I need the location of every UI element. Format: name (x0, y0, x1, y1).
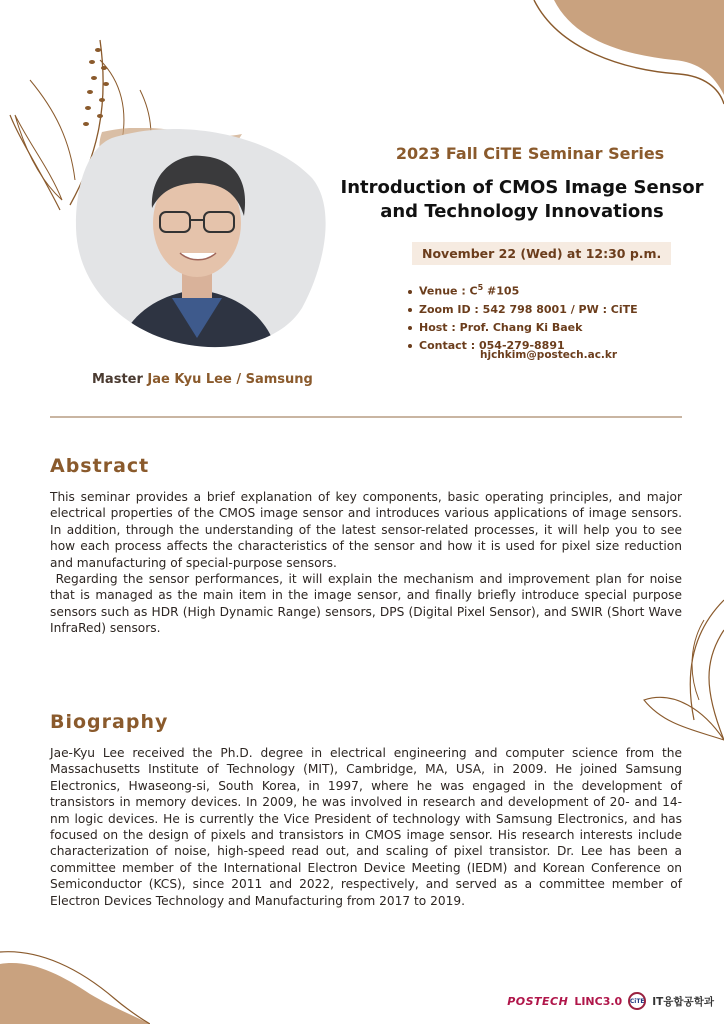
biography-paragraph: Jae-Kyu Lee received the Ph.D. degree in electrical engineering and computer science from the Massachusetts Institute of Technology (MIT), Cambridge, MA, USA, in 2009. He joined Samsung Electronics, Hwaseong-si, South Korea, in 1997, where he was engaged in the development of transistors in memory devices. In 2009, he was involved in research and development of 20- and 14-nm logic devices. He is currently the Vice President of technology with Samsung Electronics, and has focused on the design of pixels and transistors in CMOS image sensor. His research interests include characterization of noise, high-speed read out, and scaling of pixel transistor. Dr. Lee has been a committee member of the International Electron Device Meeting (IEDM) and Korean Conference on Semiconductor (KCS), since 2011 and 2022, respectively, and served as a committee member of Electron Devices Technology and Manufacturing from 2017 to 2019. (50, 746, 682, 908)
abstract-paragraph-1: This seminar provides a brief explanation of key components, basic operating principles, and major electrical properties of the CMOS image sensor and introduces various applications of image sensors. In addition, through the understanding of the latest sensor-related processes, it will help you to see how each process affects the characteristics of the sensor and how it is used for pixel size reduction and manufacturing of special-purpose sensors. (50, 490, 682, 570)
venue-label: Venue : C (419, 284, 478, 298)
linc-logo: LINC3.0 (574, 994, 623, 1008)
abstract-body (50, 489, 686, 637)
abstract-paragraph-2: Regarding the sensor performances, it will explain the mechanism and improvement plan for noise that is managed as the main item in the image sensor, and finally briefly introduce special purpose sensors such as HDR (High Dynamic Range) sensors, DPS (Digital Pixel Sensor), and SWIR (Short Wave InfraRed) sensors. (50, 572, 686, 636)
bullet-icon (408, 326, 412, 330)
speaker-photo (72, 128, 328, 352)
cite-logo: CiTE (628, 992, 646, 1010)
info-host (408, 319, 638, 337)
contact-email[interactable]: hjchkim@postech.ac.kr (480, 349, 618, 361)
postech-logo: POSTECH (507, 994, 569, 1008)
speaker-prefix: Master (92, 372, 148, 387)
section-divider (50, 416, 682, 418)
corner-blob-bottom-left (0, 944, 150, 1024)
info-zoom (408, 301, 638, 319)
venue-sup: 5 (477, 283, 484, 292)
bullet-icon (408, 344, 412, 348)
abstract-heading: Abstract (50, 455, 150, 477)
biography-heading: Biography (50, 711, 169, 733)
bullet-icon (408, 290, 412, 294)
speaker-portrait (72, 128, 328, 352)
date-badge: November 22 (Wed) at 12:30 p.m. (412, 242, 671, 265)
speaker-name-org: Jae Kyu Lee / Samsung (147, 372, 313, 387)
info-venue (408, 279, 638, 301)
venue-room: #105 (483, 284, 520, 298)
host-text: Host : Prof. Chang Ki Baek (419, 320, 583, 334)
talk-title (330, 176, 714, 224)
footer-logos (507, 992, 714, 1010)
dept-logo: IT융합공학과 (652, 995, 714, 1008)
bullet-icon (408, 308, 412, 312)
biography-body (50, 745, 682, 909)
corner-blob-top-right (514, 0, 724, 110)
talk-title-line1: Introduction of CMOS Image Sensor (340, 177, 704, 198)
seminar-series: 2023 Fall CiTE Seminar Series (395, 144, 665, 163)
info-list (408, 279, 638, 355)
zoom-text: Zoom ID : 542 798 8001 / PW : CiTE (419, 302, 638, 316)
contact-text: Contact : 054-279-8891 (419, 338, 565, 352)
speaker-name (92, 372, 313, 387)
talk-title-line2: and Technology Innovations (380, 201, 664, 222)
